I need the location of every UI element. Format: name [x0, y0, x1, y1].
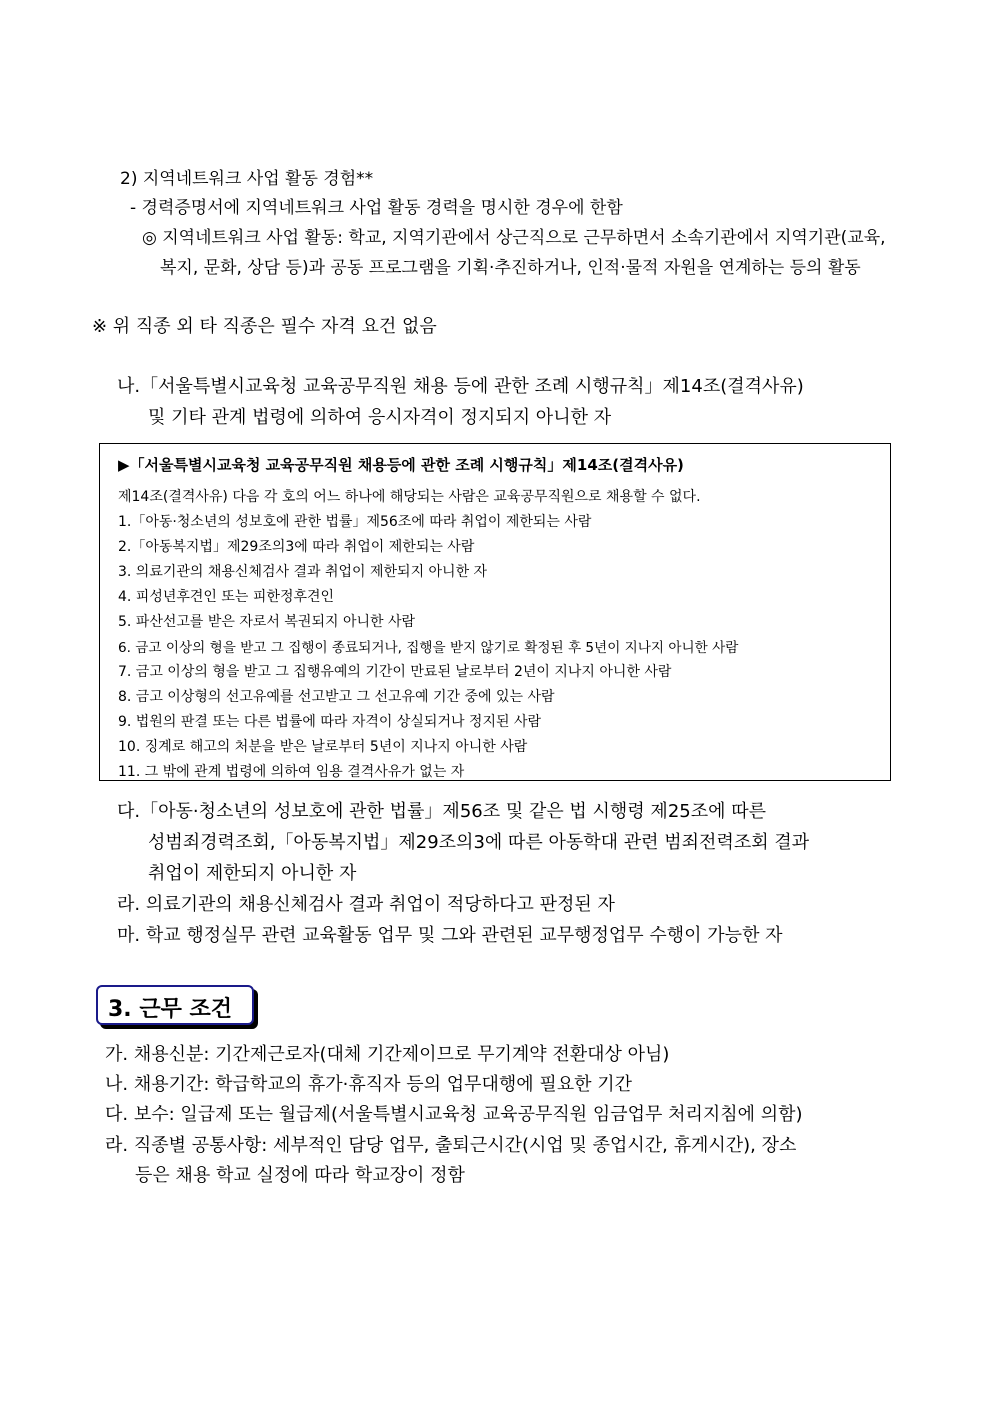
regulation-box [99, 443, 891, 781]
item-ma: 마. 학교 행정실무 관련 교육활동 업무 및 그와 관련된 교무행정업무 수행이 가능한 자 [117, 925, 783, 946]
item-2-detail: - 경력증명서에 지역네트워크 사업 활동 경력을 명시한 경우에 한함 [130, 198, 623, 218]
regulation-item: 5. 파산선고를 받은 자로서 복권되지 아니한 사람 [118, 614, 416, 630]
item-ra: 라. 의료기관의 채용신체검사 결과 취업이 적당하다고 판정된 자 [117, 894, 615, 915]
item-da-line2: 성범죄경력조회,「아동복지법」제29조의3에 따른 아동학대 관련 범죄전력조회 결과 [148, 832, 810, 853]
note-no-requirement: ※ 위 직종 외 타 직종은 필수 자격 요건 없음 [92, 316, 437, 337]
item-na-line2: 및 기타 관계 법령에 의하여 응시자격이 정지되지 아니한 자 [148, 407, 612, 428]
regulation-item: 9. 법원의 판결 또는 다른 법률에 따라 자격이 상실되거나 정지된 사람 [118, 714, 542, 730]
item-na-line1: 나.「서울특별시교육청 교육공무직원 채용 등에 관한 조례 시행규칙」제14조(결격사유) [117, 376, 804, 397]
regulation-item: 11. 그 밖에 관계 법령에 의하여 임용 결격사유가 없는 자 [118, 764, 465, 780]
regulation-item: 10. 징계로 해고의 처분을 받은 날로부터 5년이 지나지 아니한 사람 [118, 739, 528, 755]
regulation-item: 6. 금고 이상의 형을 받고 그 집행이 종료되거나, 집행을 받지 않기로 확정된 후 5년이 지나지 아니한 사람 [118, 640, 739, 656]
work-condition-da: 다. 보수: 일급제 또는 월급제(서울특별시교육청 교육공무직원 임금업무 처리지침에 의함) [105, 1104, 803, 1125]
work-condition-ga: 가. 채용신분: 기간제근로자(대체 기간제이므로 무기계약 전환대상 아님) [105, 1044, 670, 1065]
section-3-heading-box [96, 985, 254, 1025]
item-da-line3: 취업이 제한되지 아니한 자 [148, 863, 357, 884]
regulation-item: 4. 피성년후견인 또는 피한정후견인 [118, 589, 335, 605]
regulation-item: 8. 금고 이상형의 선고유예를 선고받고 그 선고유예 기간 중에 있는 사람 [118, 689, 555, 705]
item-da-line1: 다.「아동·청소년의 성보호에 관한 법률」제56조 및 같은 법 시행령 제25조에 따른 [117, 801, 766, 822]
work-condition-ra-line1: 라. 직종별 공통사항: 세부적인 담당 업무, 출퇴근시간(시업 및 종업시간, 휴게시간), 장소 [105, 1135, 797, 1156]
item-2-heading: 2) 지역네트워크 사업 활동 경험** [120, 169, 374, 189]
network-definition-line2: 복지, 문화, 상담 등)과 공동 프로그램을 기획·추진하거나, 인적·물적 자원을 연계하는 등의 활동 [160, 258, 861, 278]
regulation-box-title: ▶「서울특별시교육청 교육공무직원 채용등에 관한 조례 시행규칙」제14조(결격사유) [118, 456, 684, 474]
work-condition-na: 나. 채용기간: 학급학교의 휴가·휴직자 등의 업무대행에 필요한 기간 [105, 1074, 633, 1095]
regulation-intro: 제14조(결격사유) 다음 각 호의 어느 하나에 해당되는 사람은 교육공무직원으로 채용할 수 없다. [118, 489, 701, 505]
regulation-item: 3. 의료기관의 채용신체검사 결과 취업이 제한되지 아니한 자 [118, 564, 488, 580]
regulation-item: 1.「아동·청소년의 성보호에 관한 법률」제56조에 따라 취업이 제한되는 사람 [118, 514, 592, 530]
work-condition-ra-line2: 등은 채용 학교 실정에 따라 학교장이 정함 [135, 1165, 465, 1186]
regulation-item: 2.「아동복지법」제29조의3에 따라 취업이 제한되는 사람 [118, 539, 475, 555]
network-definition-line1: ◎ 지역네트워크 사업 활동: 학교, 지역기관에서 상근직으로 근무하면서 소속기관에서 지역기관(교육, [142, 228, 886, 248]
regulation-item: 7. 금고 이상의 형을 받고 그 집행유예의 기간이 만료된 날로부터 2년이 지나지 아니한 사람 [118, 664, 672, 680]
section-3-title: 3. 근무 조건 [108, 997, 232, 1022]
